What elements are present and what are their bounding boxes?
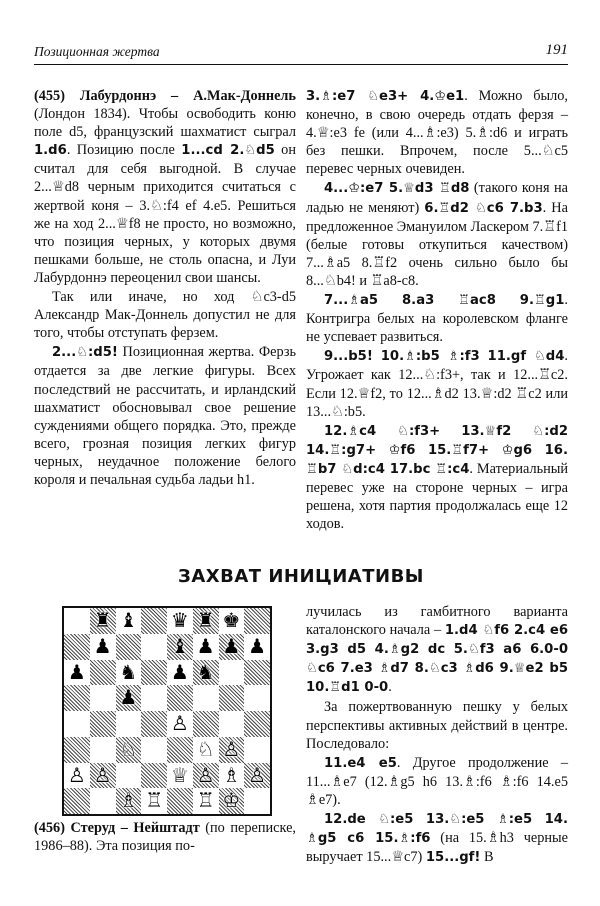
white-piece-a2-icon: ♙ (67, 762, 86, 787)
text-run: он считал для себя выгодной. В случае 2...♕d8 черным приходится считаться с жертвой коня – 3.♘:f4 ef 4.e5. Решиться же на ход 2...♕f8 не просто, но возможно, что позиция черных, у которых двумя пешками больше, не столь опасна, и Луи Лабурдоннэ переоценил свои шансы. (34, 142, 296, 286)
square-d8 (141, 608, 167, 634)
square-e3 (167, 737, 193, 763)
move-notation: 11.e4 e5 (324, 755, 397, 771)
square-d2 (141, 763, 167, 789)
page-number: 191 (545, 42, 568, 58)
left-bottom-column (34, 819, 296, 856)
square-b5 (90, 685, 116, 711)
white-piece-e4-icon: ♙ (170, 711, 189, 735)
square-d4 (141, 711, 167, 737)
move-notation: 12.de ♘:e5 13.♘:e5 ♗:e5 14. ♗g5 c6 15.♗:f6 (306, 812, 568, 847)
black-piece-c5-icon: ♟ (119, 685, 138, 710)
text-run: . На предложенное Эмануилом Ласкером 7.♖f1 (белые готовы откупиться качеством) 7...♗a5 8.♖f2 очень сильно было бы 8...♘b4! и ♖a8-c8. (306, 199, 568, 289)
square-d7 (141, 634, 167, 660)
left-column (34, 87, 296, 490)
black-piece-b8-icon: ♜ (93, 608, 112, 632)
text-run: . Материальный перевес уже на стороне черных – игра решена, хотя партия продолжалась еще 12 ходов. (306, 460, 569, 533)
move-notation: 6.♖d2 ♘c6 7.b3 (424, 200, 543, 216)
text-run: (по переписке, 1986–88). Эта позиция по- (34, 820, 296, 855)
black-piece-g7-icon: ♟ (222, 633, 241, 658)
square-d5 (141, 685, 167, 711)
move-notation: 7...♗a5 8.a3 ♖ac8 9.♖g1 (324, 293, 565, 309)
text-run: Так или иначе, но ход ♘c3-d5 Александр Мак-Доннель допустил не для того, чтобы отступать ферзем. (34, 289, 296, 342)
square-c4 (116, 711, 142, 737)
move-notation: 9...b5! 10.♗:b5 ♗:f3 11.gf ♘d4 (324, 349, 565, 365)
paragraph (306, 291, 568, 346)
paragraph (306, 810, 568, 867)
paragraph (306, 698, 568, 752)
text-run: Позиционная жертва. Ферзь отдается за две легкие фигуры. Всех последствий не рассчитать, и ирландский шахматист обосновывал свое решение суждениями общего порядка. Это, прежде всего, грозная позиция легких фигур черных, неудачное положение белого короля и печальная судьба ладьи h1. (34, 344, 296, 488)
white-piece-f3-icon: ♘ (196, 736, 215, 761)
game-header: (455) Лабурдоннэ – А.Мак-Доннель (34, 88, 296, 104)
move-notation: 2...♘:d5! (52, 345, 118, 361)
paragraph (306, 754, 568, 809)
square-g6 (219, 660, 245, 686)
text-run: . Можно было, конечно, в свою очередь отдать ферзя – 4.♕:e3 fe (или 4...♗:e3) 5.♗:d6 и играть без пешки. Впрочем, после 5...♘c5 перевес черных очевиден. (306, 88, 568, 178)
black-piece-f8-icon: ♜ (196, 608, 215, 632)
square-c7 (116, 634, 142, 660)
square-a5 (64, 685, 90, 711)
square-h6 (244, 660, 270, 686)
white-piece-e2-icon: ♕ (170, 762, 189, 787)
text-run: (такого коня на ладью не меняют) (306, 180, 568, 216)
black-piece-g8-icon: ♚ (222, 608, 241, 632)
text-run: . Другое продолжение – 11...♗e7 (12.♗g5 h6 13.♗:f6 ♗:f6 14.e5 ♗e7). (306, 754, 568, 808)
square-h3 (244, 737, 270, 763)
black-piece-b7-icon: ♟ (93, 633, 112, 658)
black-piece-e7-icon: ♝ (170, 633, 189, 658)
paragraph (306, 347, 568, 420)
right-bottom-column (306, 603, 568, 868)
white-piece-g3-icon: ♙ (222, 736, 241, 761)
square-h4 (244, 711, 270, 737)
black-piece-f6-icon: ♞ (196, 659, 215, 684)
square-d3 (141, 737, 167, 763)
move-notation: 1...cd 2.♘d5 (181, 143, 275, 159)
text-run: (на 15.♗h3 черные выручает 15...♕c7) (306, 830, 568, 866)
white-piece-b2-icon: ♙ (93, 762, 112, 787)
white-piece-f2-icon: ♙ (196, 762, 215, 787)
paragraph (306, 603, 568, 697)
square-a4 (64, 711, 90, 737)
black-piece-c6-icon: ♞ (119, 659, 138, 684)
black-piece-f7-icon: ♟ (196, 633, 215, 658)
square-a8 (64, 608, 90, 634)
square-h8 (244, 608, 270, 634)
running-title: Позиционная жертва (34, 44, 160, 59)
paragraph (34, 288, 296, 342)
square-e1 (167, 788, 193, 814)
square-a3 (64, 737, 90, 763)
move-notation: 3.♗:e7 ♘e3+ 4.♔e1 (306, 89, 465, 104)
square-h5 (244, 685, 270, 711)
section-title: ЗАХВАТ ИНИЦИАТИВЫ (178, 566, 424, 587)
square-b4 (90, 711, 116, 737)
text-run: лучилась из гамбитного варианта каталонского начала – (306, 604, 568, 639)
black-piece-h7-icon: ♟ (248, 633, 267, 658)
square-a1 (64, 788, 90, 814)
white-piece-g1-icon: ♔ (222, 788, 241, 813)
move-notation: 1.d4 ♘f6 2.c4 e6 3.g3 d5 4.♗g2 dc 5.♘f3 a6 6.0-0 ♘c6 7.e3 ♗d7 8.♘c3 ♗d6 9.♕e2 b5 10.♖d1 0-0 (306, 623, 569, 696)
white-piece-g2-icon: ♗ (222, 762, 241, 787)
black-piece-c8-icon: ♝ (119, 608, 138, 632)
square-g4 (219, 711, 245, 737)
black-piece-e8-icon: ♛ (170, 608, 189, 632)
move-notation: 12.♗c4 ♘:f3+ 13.♕f2 ♘:d2 14.♖:g7+ ♔f6 15.♖f7+ ♔g6 16. ♖b7 ♘d:c4 17.bc ♖:c4 (306, 423, 568, 477)
square-a7 (64, 634, 90, 660)
white-piece-f1-icon: ♖ (196, 788, 215, 813)
chess-diagram (62, 606, 272, 816)
black-piece-e6-icon: ♟ (170, 659, 189, 684)
text-run: За пожертвованную пешку у белых перспективы активных действий в центре. Последовало: (306, 699, 568, 752)
square-g5 (219, 685, 245, 711)
black-piece-a6-icon: ♟ (67, 659, 86, 684)
text-run: . Угрожает как 12...♘:f3+, так и 12...♖c2. Если 12.♕f2, то 12...♗d2 13.♕:d2 ♖c2 или 13...♘:b5. (306, 348, 568, 420)
text-run: (Лондон 1834). Чтобы освободить коню поле d5, французский шахматист сыграл (34, 106, 296, 141)
square-h1 (244, 788, 270, 814)
square-b1 (90, 788, 116, 814)
paragraph (306, 422, 568, 534)
text-run: . Контригра белых на королевском фланге не успевает развиться. (306, 292, 568, 346)
page-header (34, 38, 568, 62)
right-column (306, 87, 568, 534)
square-d6 (141, 660, 167, 686)
text-run: . (388, 679, 392, 696)
game-455-intro (34, 87, 296, 287)
game-header: (456) Стеруд – Нейштадт (34, 820, 200, 836)
text-run: В (480, 849, 494, 866)
white-piece-c1-icon: ♗ (119, 788, 138, 813)
move-notation: 4...♔:e7 5.♕d3 ♖d8 (324, 181, 470, 197)
white-piece-d1-icon: ♖ (145, 788, 164, 813)
paragraph (306, 87, 568, 178)
paragraph (306, 179, 568, 290)
square-c2 (116, 763, 142, 789)
white-piece-h2-icon: ♙ (248, 762, 267, 787)
white-piece-c3-icon: ♘ (119, 736, 138, 761)
square-b3 (90, 737, 116, 763)
paragraph (34, 343, 296, 489)
square-f4 (193, 711, 219, 737)
game-456-intro (34, 819, 296, 855)
square-b6 (90, 660, 116, 686)
header-rule (34, 64, 568, 65)
square-f5 (193, 685, 219, 711)
move-notation: 15...gf! (425, 850, 481, 866)
text-run: . Позицию после (66, 142, 182, 159)
move-notation: 1.d6 (34, 143, 67, 159)
square-e5 (167, 685, 193, 711)
